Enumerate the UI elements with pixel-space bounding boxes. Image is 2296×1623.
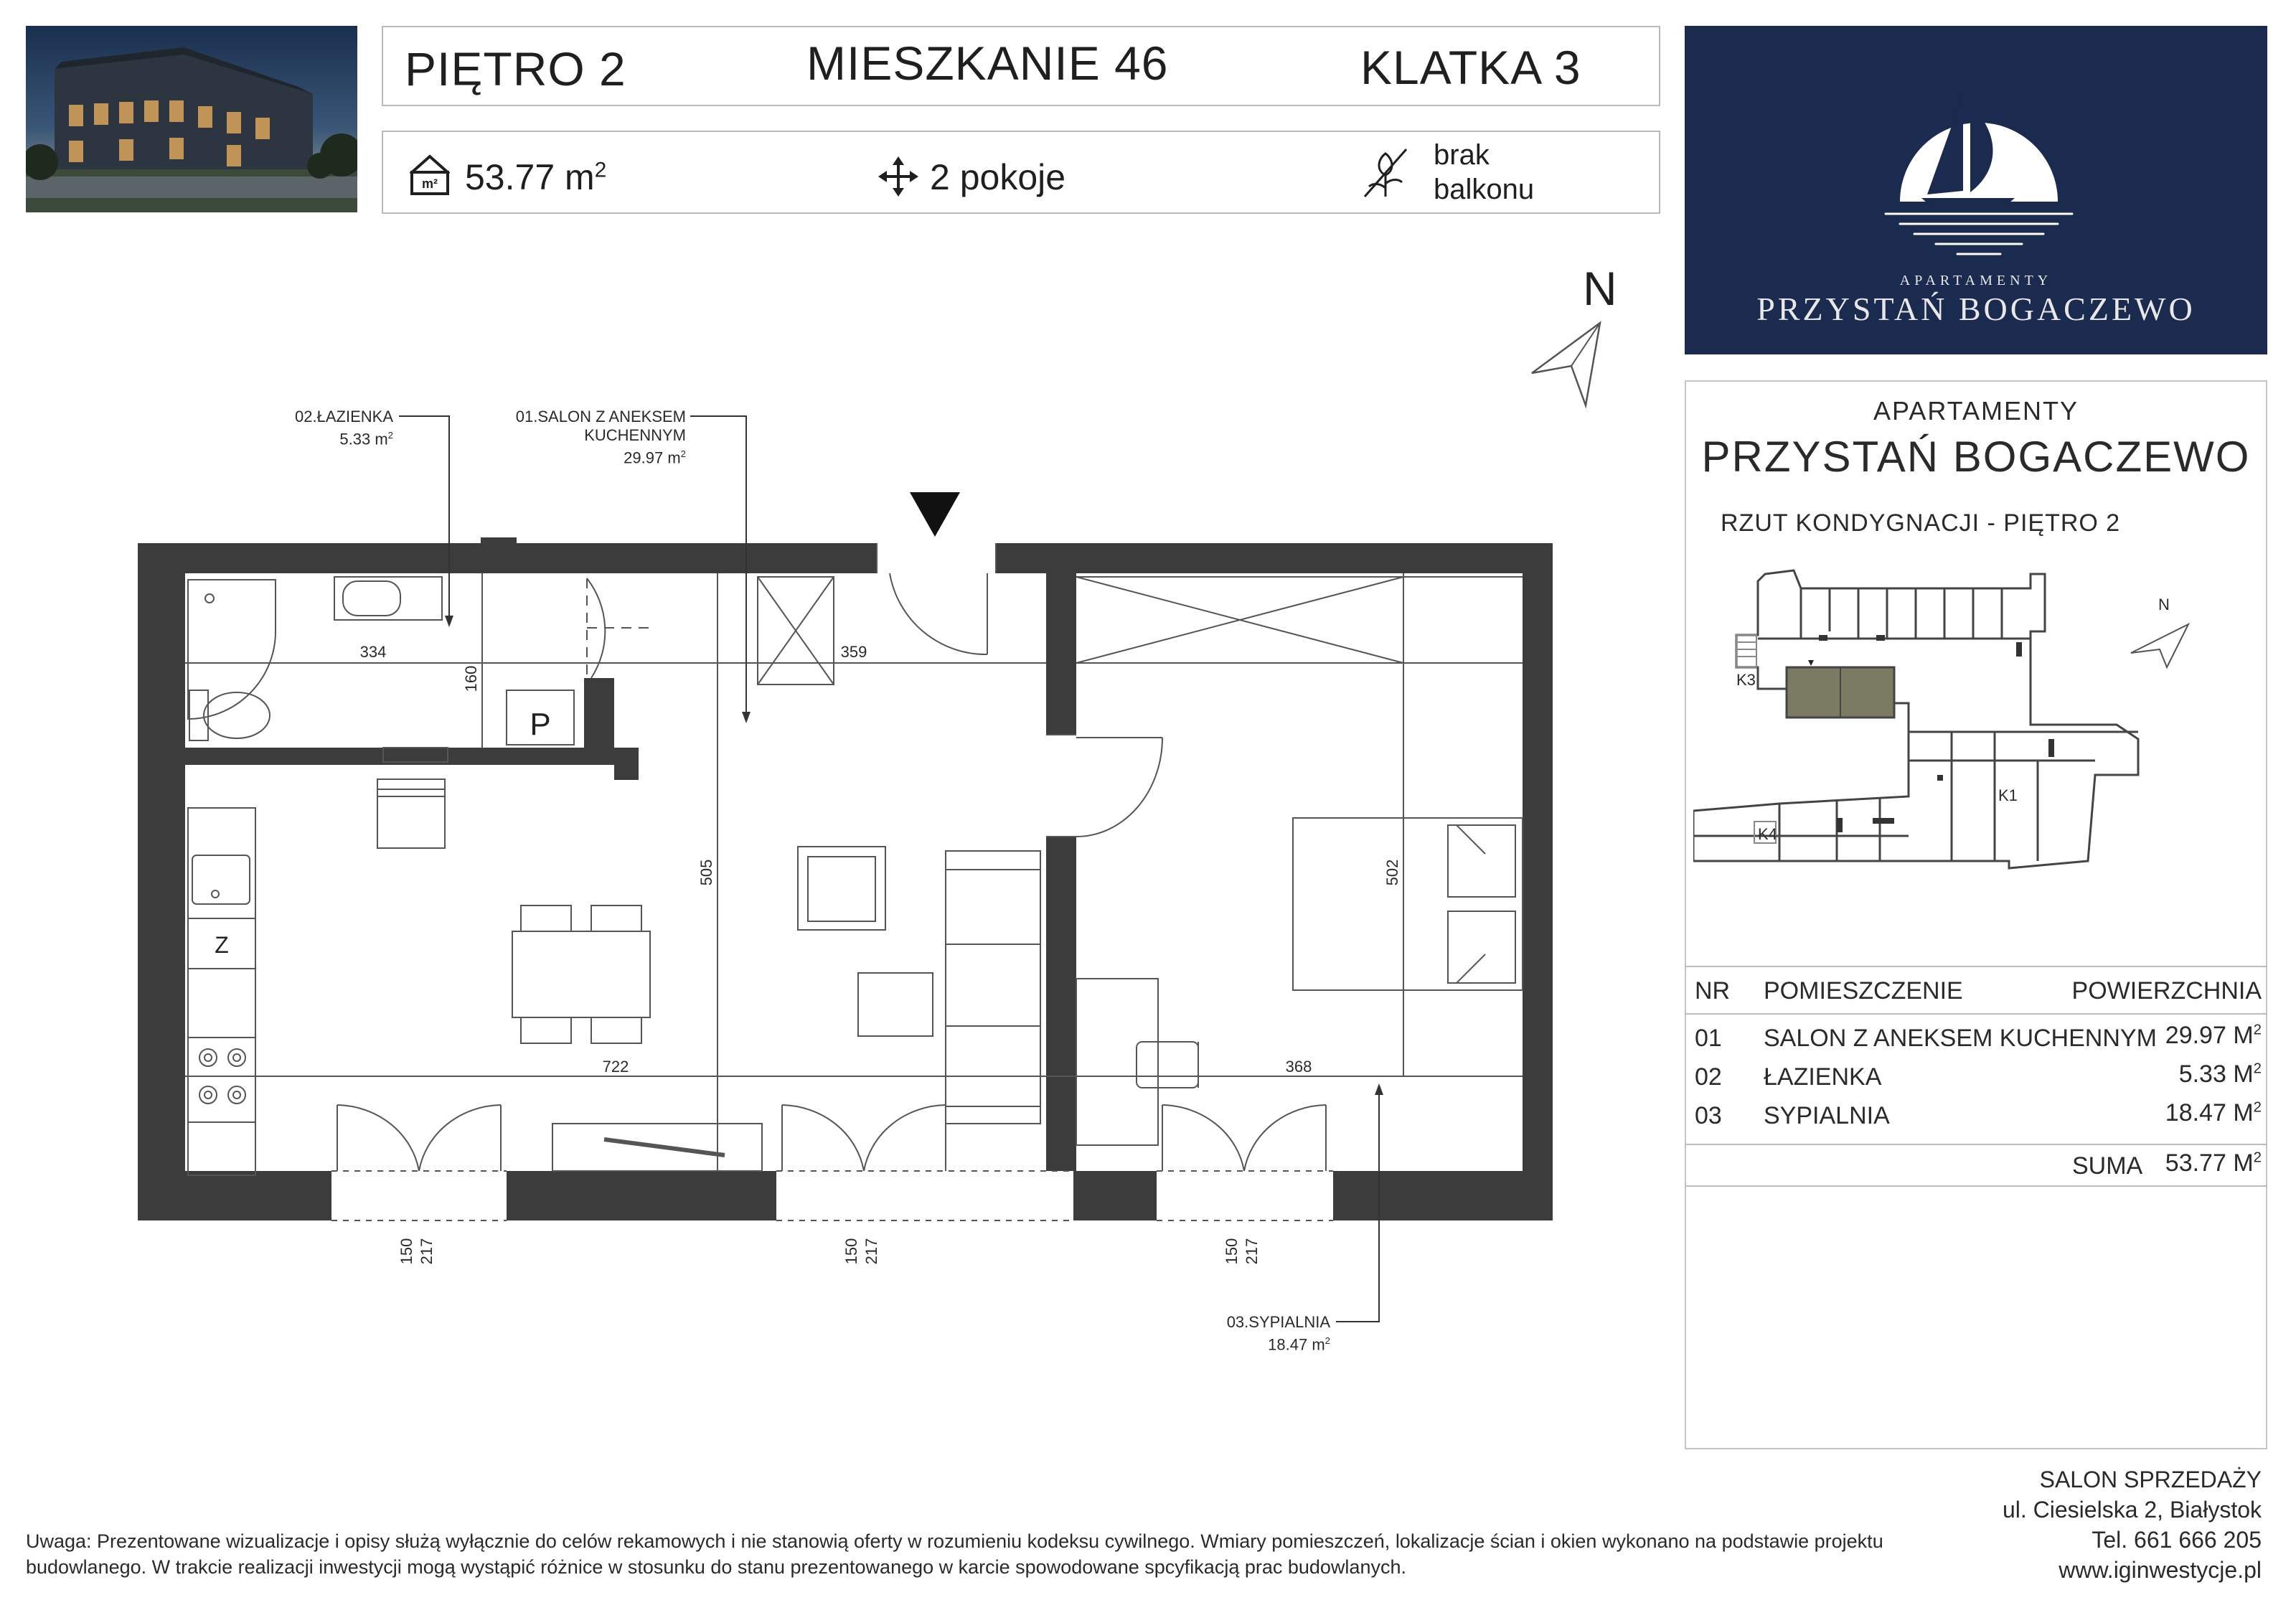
table-bottom-line	[1685, 1185, 2267, 1187]
svg-text:m²: m²	[422, 177, 438, 191]
dim-150: 150	[397, 1238, 415, 1265]
sales-website[interactable]: www.iginwestycje.pl	[2059, 1557, 2262, 1583]
logo-panel	[1685, 26, 2267, 354]
sales-address: ul. Ciesielska 2, Białystok	[2002, 1497, 2262, 1523]
logo-big-text: PRZYSTAŃ BOGACZEWO	[1756, 291, 2196, 327]
table-row-area: 18.47 $M^2$	[2165, 1099, 2262, 1126]
sales-phone: Tel. 661 666 205	[2092, 1527, 2262, 1553]
room-label-bedroom: 03.SYPIALNIA 18.47 $m^2$	[1226, 1313, 1330, 1354]
key-north-label: N	[2158, 596, 2170, 613]
key-label-k4: K4	[1758, 825, 1777, 843]
logo-small-text: APARTAMENTY	[1899, 273, 2053, 288]
floor-label: PIĘTRO 2	[405, 42, 626, 95]
area-value: 53.77 $m^2$	[465, 157, 607, 197]
balcony-text: brak balkonu	[1434, 139, 1535, 205]
panel-title-big: PRZYSTAŃ BOGACZEWO	[1701, 433, 2251, 481]
key-plan	[1693, 560, 2260, 944]
dim-334: 334	[359, 643, 387, 661]
dim-217: 217	[1243, 1238, 1261, 1265]
table-header-room: POMIESZCZENIE	[1764, 977, 1963, 1005]
table-top-line	[1685, 966, 2267, 967]
panel-subtitle: RZUT KONDYGNACJI - PIĘTRO 2	[1721, 509, 2121, 537]
key-label-k3: K3	[1736, 671, 1756, 689]
table-row-nr: 01	[1695, 1025, 1722, 1052]
apartment-label: MIESZKANIE 46	[806, 37, 1169, 90]
fridge-label: Z	[215, 932, 229, 958]
key-north-arrow-icon	[2131, 624, 2188, 667]
table-row-nr: 03	[1695, 1102, 1722, 1129]
entrance-marker-icon	[910, 492, 960, 537]
room-label-living: 01.SALON Z ANEKSEM KUCHENNYM 29.97 $m^2$	[515, 408, 686, 467]
panel-title-small: APARTAMENTY	[1873, 396, 2079, 425]
pantry-label: P	[530, 707, 551, 742]
disclaimer-text: Uwaga: Prezentowane wizualizacje i opisy służą wyłącznie do celów rekamowych i nie stanowią oferty w rozumieniu kodeksu cywilnego. Wmiary pomieszczeń, lokalizacje ścian i okien wykonano na podstawie projektu budowlanego. W trakcie realizacji inwestycji mogą wystąpić różnice w stosunku do stanu prezentowanego w karcie spowodowane spcyfikacją prac budowlanych.	[26, 1530, 1883, 1578]
table-sum-value: 53.77 $M^2$	[2165, 1149, 2262, 1177]
table-row-name: SALON Z ANEKSEM KUCHENNYM	[1764, 1025, 2157, 1052]
dim-505: 505	[697, 859, 715, 886]
dim-722: 722	[602, 1058, 629, 1076]
dim-150: 150	[1223, 1238, 1241, 1265]
rooms-count: 2 pokoje	[930, 157, 1066, 197]
table-row-nr: 02	[1695, 1063, 1722, 1091]
room-label-bathroom: 02.ŁAZIENKA 5.33 $m^2$	[295, 408, 393, 448]
table-header-area: POWIERZCHNIA	[2071, 977, 2262, 1005]
dim-217: 217	[418, 1238, 436, 1265]
table-header-line	[1685, 1013, 2267, 1015]
table-row-name: ŁAZIENKA	[1764, 1063, 1882, 1091]
key-label-k1: K1	[1998, 786, 2018, 804]
table-row-name: SYPIALNIA	[1764, 1102, 1890, 1129]
dim-502: 502	[1383, 859, 1401, 886]
table-sum-label: SUMA	[2072, 1152, 2143, 1180]
table-row-area: 5.33 $M^2$	[2178, 1060, 2262, 1088]
north-label: N	[1583, 262, 1617, 315]
sales-title: SALON SPRZEDAŻY	[2039, 1467, 2262, 1492]
table-header-nr: NR	[1695, 977, 1731, 1005]
dim-160: 160	[462, 665, 480, 692]
dim-359: 359	[840, 643, 867, 661]
table-sum-line	[1685, 1144, 2267, 1145]
dim-368: 368	[1285, 1058, 1312, 1076]
stairwell-label: KLATKA 3	[1360, 41, 1581, 94]
table-row-area: 29.97 $M^2$	[2165, 1022, 2262, 1049]
dim-150: 150	[842, 1238, 860, 1265]
dim-217: 217	[862, 1238, 880, 1265]
